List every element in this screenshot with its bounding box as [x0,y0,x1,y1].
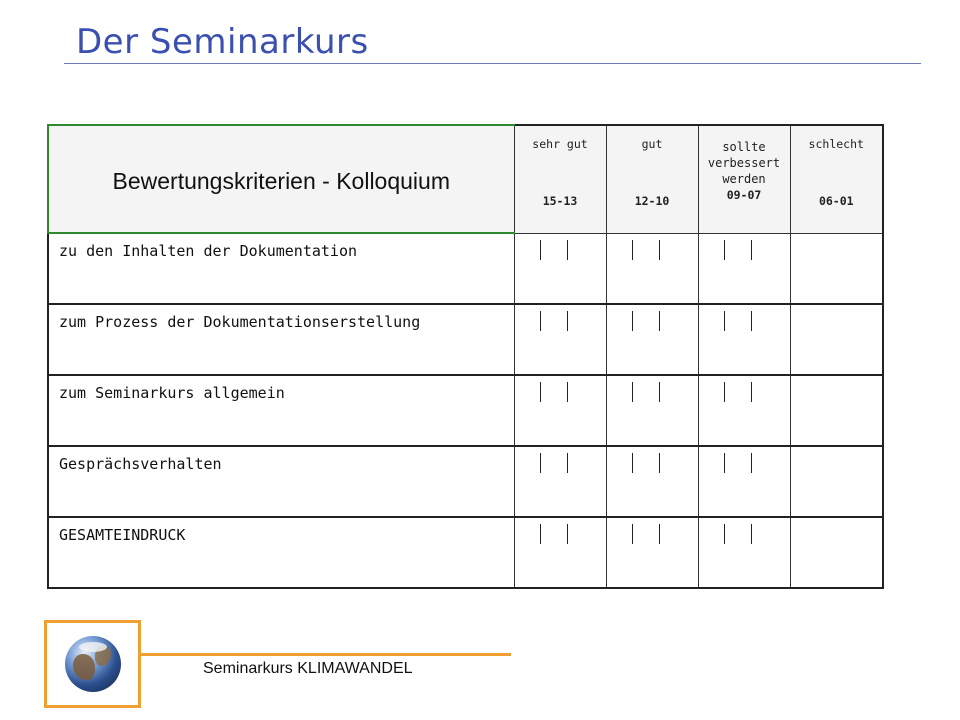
rating-cell[interactable] [514,517,606,588]
rating-cell[interactable] [698,446,790,517]
criterion-label: zum Seminarkurs allgemein [48,375,514,446]
criterion-label: zum Prozess der Dokumentationserstellung [48,304,514,375]
column-header-sehr-gut [514,125,606,233]
rating-cell[interactable] [698,375,790,446]
rating-cell[interactable] [790,233,883,304]
rating-cell[interactable] [514,446,606,517]
column-range: 09-07 [726,188,762,202]
title-divider [64,63,921,64]
globe-icon [65,636,121,692]
rating-cell[interactable] [514,304,606,375]
rating-cell[interactable] [514,233,606,304]
column-label: sehr gut [532,137,588,151]
rating-cell[interactable] [790,446,883,517]
column-label: sollte verbessert werden [707,140,781,186]
column-header-schlecht [790,125,883,233]
column-label: schlecht [808,137,864,151]
rating-cell[interactable] [606,517,698,588]
criterion-label: GESAMTEINDRUCK [48,517,514,588]
table-body [48,233,883,588]
logo-frame [44,620,141,708]
table-row [48,304,883,375]
rating-cell[interactable] [606,375,698,446]
rating-cell[interactable] [698,233,790,304]
column-range: 06-01 [818,194,854,208]
column-header-sollte-verbessert-werden [698,125,790,233]
rating-cell[interactable] [790,517,883,588]
footer-divider [141,653,511,656]
table-header-title: Bewertungskriterien - Kolloquium [48,125,514,233]
rating-cell[interactable] [790,375,883,446]
rating-cell[interactable] [606,304,698,375]
rating-cell[interactable] [606,233,698,304]
slide-title: Der Seminarkurs [76,22,369,62]
rating-cell[interactable] [514,375,606,446]
rating-cell[interactable] [698,304,790,375]
rating-cell[interactable] [790,304,883,375]
evaluation-table [47,124,884,589]
footer-caption: Seminarkurs KLIMAWANDEL [203,660,413,677]
column-range: 12-10 [634,194,670,208]
criterion-label: Gesprächsverhalten [48,446,514,517]
table-row [48,375,883,446]
column-range: 15-13 [542,194,578,208]
column-label: gut [641,137,663,151]
table-row [48,517,883,588]
rating-cell[interactable] [698,517,790,588]
criterion-label: zu den Inhalten der Dokumentation [48,233,514,304]
table-row [48,233,883,304]
rating-cell[interactable] [606,446,698,517]
column-header-gut [606,125,698,233]
table-row [48,446,883,517]
table-header-row [48,125,883,233]
